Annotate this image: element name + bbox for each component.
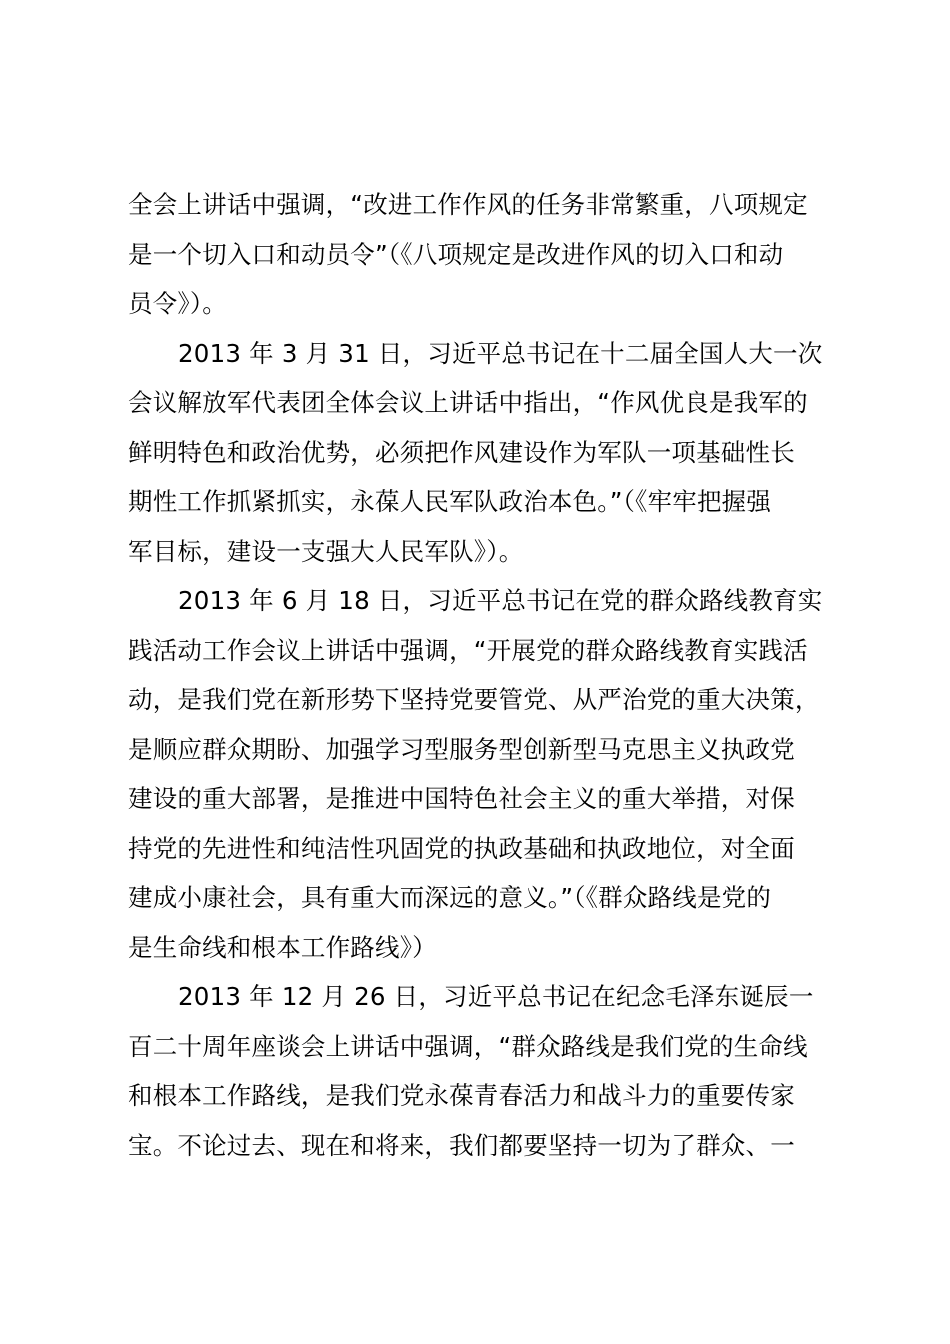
- text-line: 全会上讲话中强调，“改进工作作风的任务非常繁重，八项规定: [128, 190, 808, 219]
- text-line: 会议解放军代表团全体会议上讲话中指出，“作风优良是我军的: [128, 388, 808, 417]
- text-line: 持党的先进性和纯洁性巩固党的执政基础和执政地位，对全面: [128, 833, 795, 863]
- text-line: 员令》）。: [128, 289, 227, 318]
- text-line: 宝。不论过去、现在和将来，我们都要坚持一切为了群众、一: [128, 1130, 795, 1160]
- text-line: 动，是我们党在新形势下坚持党要管党、从严治党的重大决策，: [128, 685, 820, 714]
- text-line: 建成小康社会，具有重大而深远的意义。”（《群众路线是党的: [128, 883, 772, 912]
- text-line: 是一个切入口和动员令”（《八项规定是改进作风的切入口和动: [128, 239, 784, 269]
- text-line: 2013 年 12 月 26 日，习近平总书记在纪念毛泽东诞辰一: [178, 982, 814, 1011]
- text-line: 期性工作抓紧抓实，永葆人民军队政治本色。”（《牢牢把握强: [128, 487, 772, 516]
- body-text: [128, 180, 868, 1170]
- text-line: 践活动工作会议上讲话中强调，“开展党的群众路线教育实践活: [128, 635, 808, 665]
- text-line: 是生命线和根本工作路线》）: [128, 932, 437, 962]
- paragraph-2013-06-18: [128, 576, 868, 972]
- paragraph-2013-12-26: [128, 972, 868, 1170]
- paragraph-eight-rules-continuation: [128, 180, 868, 329]
- text-line: 和根本工作路线，是我们党永葆青春活力和战斗力的重要传家: [128, 1081, 795, 1110]
- text-line: 2013 年 3 月 31 日，习近平总书记在十二届全国人大一次: [178, 338, 823, 368]
- text-line: 建设的重大部署，是推进中国特色社会主义的重大举措，对保: [128, 784, 795, 813]
- text-line: 军目标，建设一支强大人民军队》）。: [128, 536, 524, 566]
- text-line: 鲜明特色和政治优势，必须把作风建设作为军队一项基础性长: [128, 437, 795, 467]
- text-line: 是顺应群众期盼、加强学习型服务型创新型马克思主义执政党: [128, 734, 795, 764]
- text-line: 百二十周年座谈会上讲话中强调，“群众路线是我们党的生命线: [128, 1031, 808, 1061]
- paragraph-2013-03-31: [128, 329, 868, 577]
- text-line: 2013 年 6 月 18 日，习近平总书记在党的群众路线教育实: [178, 586, 823, 615]
